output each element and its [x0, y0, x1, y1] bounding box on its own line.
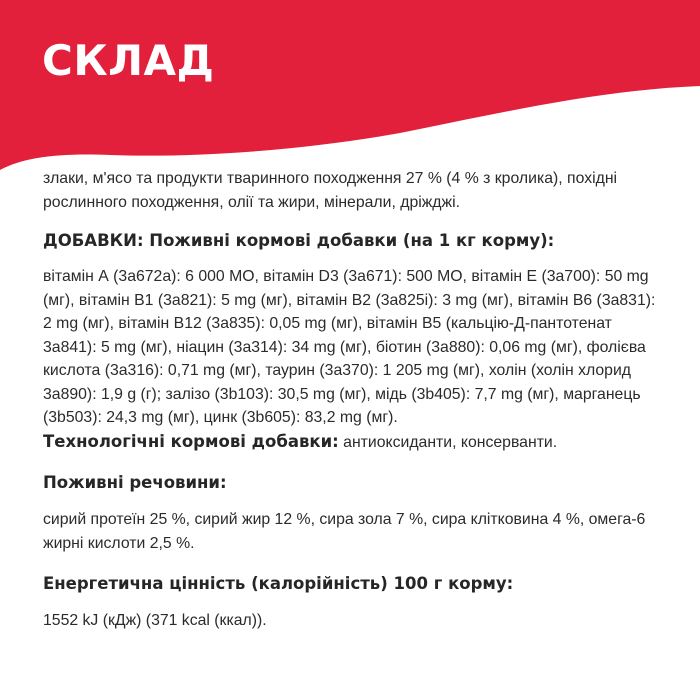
technological-additives-text: антиоксиданти, консерванти.: [338, 433, 558, 451]
energy-heading: Енергетична цінність (калорійність) 100 г корму:: [43, 574, 514, 593]
technological-additives-label: Технологічні кормові добавки:: [43, 431, 339, 451]
additives-heading: ДОБАВКИ: Поживні кормові добавки (на 1 кг корму):: [43, 231, 555, 250]
energy-text: 1552 kJ (кДж) (371 kcal (ккал)).: [43, 612, 267, 629]
nutrients-heading: Поживні речовини:: [43, 473, 227, 492]
page-title: СКЛАД: [42, 36, 215, 85]
technological-additives: [43, 430, 668, 455]
composition-content: [43, 167, 668, 633]
header-banner: [0, 0, 700, 175]
header-wave-shape: [0, 0, 700, 170]
composition-text: злаки, м'ясо та продукти тваринного походження 27 % (4 % з кролика), похідні рослинного походження, олії та жири, мінерали, дріжджі.: [43, 170, 618, 211]
nutrients-text: сирий протеїн 25 %, сирий жир 12 %, сира зола 7 %, сира клітковина 4 %, омега-6 жирні кислоти 2,5 %.: [43, 511, 646, 552]
additives-text: вітамін А (3а672а): 6 000 МО, вітамін D3 (3а671): 500 МО, вітамін Е (3а700): 50 mg (мг), вітамін В1 (3а821): 5 mg (мг), вітамін В2 (3а825і): 3 mg (мг), вітамін В6 (3а831): 2 mg (мг), вітамін В12 (3а835): 0,05 mg (мг), вітамін В5 (кальцію-Д-пантотенат 3а841): 5 mg (мг), ніацин (3а314): 34 mg (мг), біотин (3а880): 0,06 mg (мг), фолієва кислота (3а316): 0,71 mg (мг), таурин (3а370): 1 205 mg (мг), холін (холін хлорид 3а890): 1,9 g (г); залізо (3b103): 30,5 mg (мг), мідь (3b405): 7,7 mg (мг), марганець (3b503): 24,3 mg (мг), цинк (3b605): 83,2 mg (мг).: [43, 268, 656, 426]
